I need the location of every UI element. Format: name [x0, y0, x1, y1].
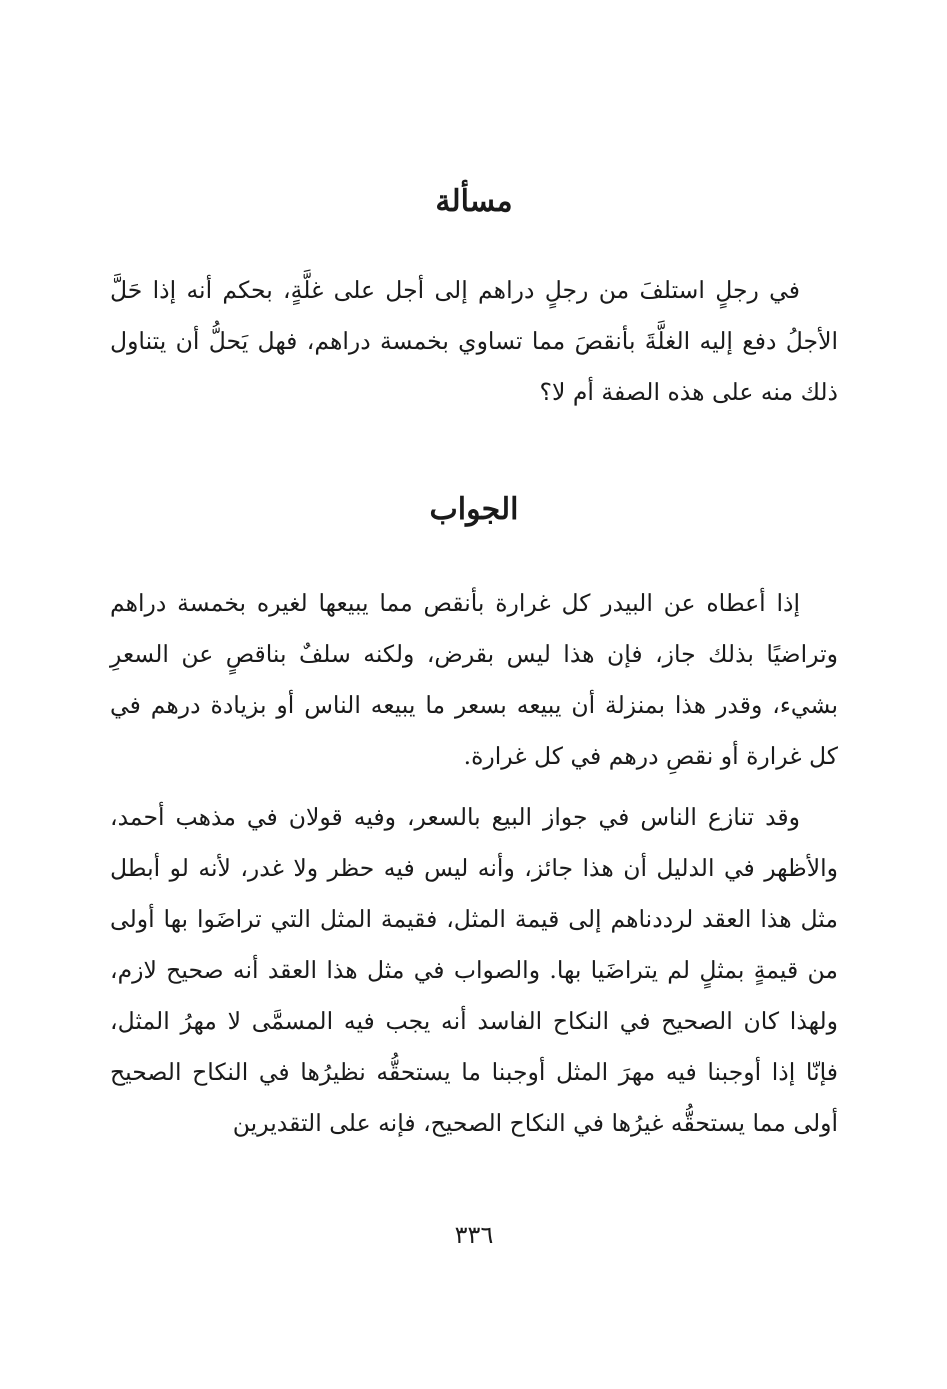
question-text: في رجلٍ استلفَ من رجلٍ دراهم إلى أجل على غلَّةٍ، بحكم أنه إذا حَلَّ الأجلُ دفع إليه الغلَّةَ بأنقصَ مما تساوي بخمسة دراهم، فهل يَحلُّ أن يتناول ذلك منه على هذه الصفة أم لا؟ [110, 276, 838, 406]
page-number: ٣٣٦ [454, 1221, 494, 1249]
answer-paragraph-2: وقد تنازع الناس في جواز البيع بالسعر، وفيه قولان في مذهب أحمد، والأظهر في الدليل أن هذا جائز، وأنه ليس فيه حظر ولا غدر، لأنه لو أبطل مثل هذا العقد لرددناهم إلى قيمة المثل، فقيمة المثل التي تراضَوا بها أولى من قيمةٍ بمثلٍ لم يتراضَيا بها. والصواب في مثل هذا العقد أنه صحيح لازم، ولهذا كان الصحيح في النكاح الفاسد أنه يجب فيه المسمَّى لا مهرُ المثل، فإنّا إذا أوجبنا فيه مهرَ المثل أوجبنا ما يستحقُّه نظيرُها في النكاح الصحيح أولى مما يستحقُّه غيرُها في النكاح الصحيح، فإنه على التقديرين [110, 803, 838, 1137]
answer-paragraph-1: إذا أعطاه عن البيدر كل غرارة بأنقص مما يبيعها لغيره بخمسة دراهم وتراضيًا بذلك جاز، فإن هذا ليس بقرض، ولكنه سلفٌ بناقصٍ عن السعرِ بشيء، وقدر هذا بمنزلة أن يبيعه بسعر ما يبيعه الناس أو بزيادة درهم في كل غرارة أو نقصِ درهم في كل غرارة. [110, 589, 838, 770]
question-heading: مسألة [435, 184, 513, 219]
answer-heading: الجواب [429, 492, 519, 527]
book-page [110, 0, 838, 1389]
